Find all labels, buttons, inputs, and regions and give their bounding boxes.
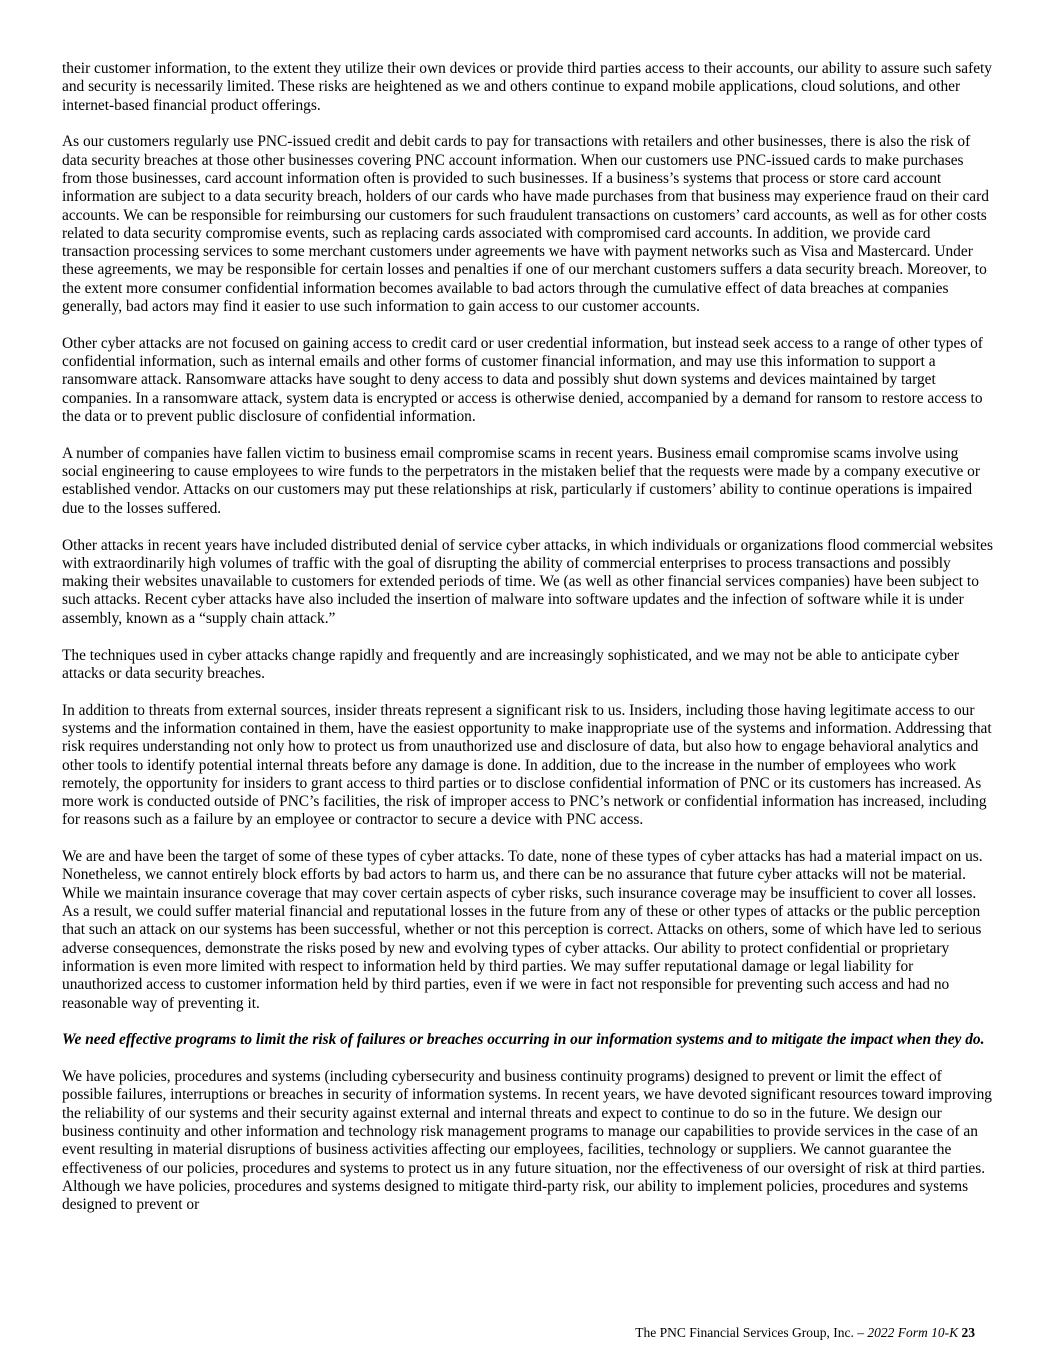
paragraph-7: In addition to threats from external sources, insider threats represent a significant risk to us. Insiders, including those having legitimate access to our systems and the information contained in them, have the easiest opportunity to make inappropriate use of the systems and information. Addressing that risk requires understanding not only how to protect us from unauthorized use and disclosure of data, but also how to engage behavioral analytics and other tools to identify potential internal threats before any damage is done. In addition, due to the increase in the number of employees who work remotely, the opportunity for insiders to grant access to third parties or to disclose confidential information of PNC or its customers has increased. As more work is conducted outside of PNC’s facilities, the risk of improper access to PNC’s network or confidential information has increased, including for reasons such as a failure by an employee or contractor to secure a device with PNC access.	[62, 701, 992, 829]
page-footer	[635, 1325, 975, 1341]
footer-form: 2022 Form 10-K	[867, 1325, 959, 1340]
footer-company: The PNC Financial Services Group, Inc. –	[635, 1325, 868, 1340]
paragraph-5: Other attacks in recent years have included distributed denial of service cyber attacks, in which individuals or organizations flood commercial websites with extraordinarily high volumes of traffic with the goal of disrupting the ability of commercial enterprises to process transactions and possibly making their websites unavailable to customers for extended periods of time. We (as well as other financial services companies) have been subject to such attacks. Recent cyber attacks have also included the insertion of malware into software updates and the infection of software while it is under assembly, known as a “supply chain attack.”	[62, 536, 993, 627]
paragraph-9: We have policies, procedures and systems (including cybersecurity and business continuity programs) designed to prevent or limit the effect of possible failures, interruptions or breaches in security of information systems. In recent years, we have devoted significant resources toward improving the reliability of our systems and their security against external and internal threats and expect to continue to do so in the future. We design our business continuity and other information and technology risk management programs to manage our capabilities to provide services in the case of an event resulting in material disruptions of business activities affecting our employees, facilities, technology or suppliers. We cannot guarantee the effectiveness of our policies, procedures and systems to protect us in any future situation, nor the effectiveness of our oversight of risk at third parties. Although we have policies, procedures and systems designed to mitigate third-party risk, our ability to implement policies, procedures and systems designed to prevent or	[62, 1068, 993, 1214]
paragraph-6: The techniques used in cyber attacks change rapidly and frequently and are increasingly sophisticated, and we may not be able to anticipate cyber attacks or data security breaches.	[62, 646, 960, 682]
paragraph-1: their customer information, to the extent they utilize their own devices or provide third parties access to their accounts, our ability to assure such safety and security is necessarily limited. These risks are heightened as we and others continue to expand mobile applications, cloud solutions, and other internet-based financial product offerings.	[62, 60, 992, 114]
paragraph-8: We are and have been the target of some of these types of cyber attacks. To date, none of these types of cyber attacks has had a material impact on us. Nonetheless, we cannot entirely block efforts by bad actors to harm us, and there can be no assurance that future cyber attacks will not be material. While we maintain insurance coverage that may cover certain aspects of cyber risks, such insurance coverage may be insufficient to cover all losses. As a result, we could suffer material financial and reputational losses in the future from any of these or other types of attacks or the public perception that such an attack on our systems has been successful, whether or not this perception is correct. Attacks on others, some of which have led to serious adverse consequences, demonstrate the risks posed by new and evolving types of cyber attacks. Our ability to protect confidential or proprietary information is even more limited with respect to information held by third parties. We may suffer reputational damage or legal liability for unauthorized access to customer information held by third parties, even if we were in fact not responsible for preventing such access and had no reasonable way of preventing it.	[62, 848, 983, 1012]
section-heading: We need effective programs to limit the risk of failures or breaches occurring in our information systems and to mitigate the impact when they do.	[62, 1031, 985, 1049]
page-number: 23	[961, 1325, 975, 1340]
document-body	[62, 60, 994, 1233]
paragraph-4: A number of companies have fallen victim to business email compromise scams in recent years. Business email compromise scams involve using social engineering to cause employees to wire funds to the perpetrators in the mistaken belief that the requests were made by a company executive or established vendor. Attacks on our customers may put these relationships at risk, particularly if customers’ ability to continue operations is impaired due to the losses suffered.	[62, 444, 980, 517]
paragraph-3: Other cyber attacks are not focused on gaining access to credit card or user credential information, but instead seek access to a range of other types of confidential information, such as internal emails and other forms of customer financial information, and may use this information to support a ransomware attack. Ransomware attacks have sought to deny access to data and possibly shut down systems and devices maintained by target companies. In a ransomware attack, system data is encrypted or access is otherwise denied, accompanied by a demand for ransom to restore access to the data or to prevent public disclosure of confidential information.	[62, 334, 983, 426]
paragraph-2: As our customers regularly use PNC-issued credit and debit cards to pay for transactions with retailers and other businesses, there is also the risk of data security breaches at those other businesses covering PNC account information. When our customers use PNC-issued cards to make purchases from those businesses, card account information often is provided to such businesses. If a business’s systems that process or store card account information are subject to a data security breach, holders of our cards who have made purchases from that business may experience fraud on their card accounts. We can be responsible for reimbursing our customers for such fraudulent transactions on customers’ card accounts, as well as for other costs related to data security compromise events, such as replacing cards associated with compromised card accounts. In addition, we provide card transaction processing services to some merchant customers under agreements we have with payment networks such as Visa and Mastercard. Under these agreements, we may be responsible for certain losses and penalties if one of our merchant customers suffers a data security breach. Moreover, to the extent more consumer confidential information becomes available to bad actors through the cumulative effect of data breaches at companies generally, bad actors may find it easier to use such information to gain access to our customer accounts.	[62, 133, 989, 316]
